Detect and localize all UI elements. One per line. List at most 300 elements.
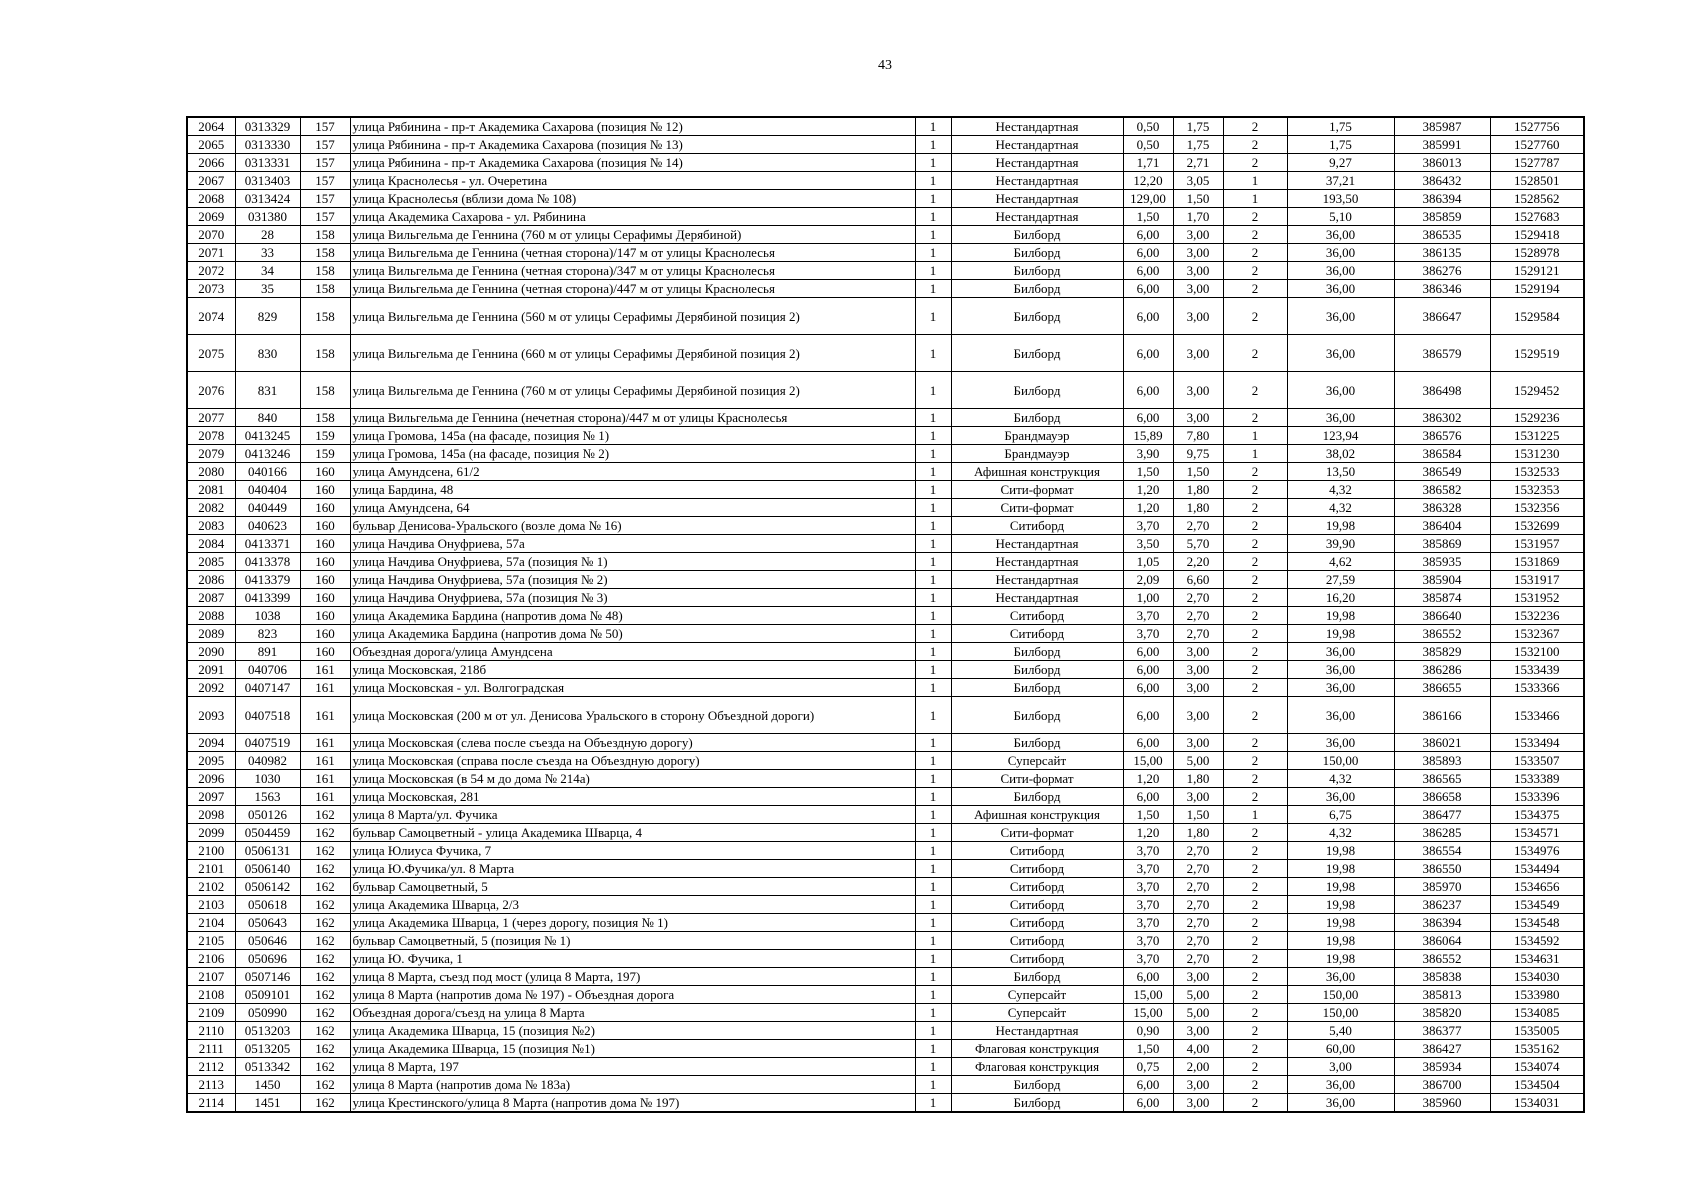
row-number-cell: 2077 (187, 409, 235, 427)
quantity-cell: 1 (915, 860, 951, 878)
registry-number-cell: 0513342 (235, 1058, 300, 1076)
quantity-cell: 1 (915, 914, 951, 932)
row-number-cell: 2086 (187, 571, 235, 589)
registry-number-cell: 840 (235, 409, 300, 427)
area-cell: 36,00 (1287, 788, 1394, 806)
district-code-cell: 157 (300, 136, 350, 154)
width-cell: 6,00 (1123, 280, 1173, 298)
quantity-cell: 1 (915, 806, 951, 824)
coord-x-cell: 386285 (1394, 824, 1490, 842)
coord-y-cell: 1534031 (1490, 1094, 1584, 1113)
address-cell: улица Начдива Онуфриева, 57а (позиция № 2) (350, 571, 915, 589)
height-cell: 1,50 (1173, 190, 1223, 208)
registry-number-cell: 040449 (235, 499, 300, 517)
coord-x-cell: 386237 (1394, 896, 1490, 914)
coord-y-cell: 1532356 (1490, 499, 1584, 517)
row-number-cell: 2091 (187, 661, 235, 679)
registry-number-cell: 040404 (235, 481, 300, 499)
height-cell: 5,00 (1173, 752, 1223, 770)
coord-y-cell: 1534592 (1490, 932, 1584, 950)
height-cell: 5,00 (1173, 1004, 1223, 1022)
height-cell: 3,00 (1173, 226, 1223, 244)
width-cell: 3,70 (1123, 914, 1173, 932)
coord-y-cell: 1533389 (1490, 770, 1584, 788)
sides-cell: 2 (1223, 335, 1287, 372)
height-cell: 5,00 (1173, 986, 1223, 1004)
quantity-cell: 1 (915, 409, 951, 427)
coord-x-cell: 386477 (1394, 806, 1490, 824)
height-cell: 2,70 (1173, 607, 1223, 625)
table-row (187, 372, 1584, 409)
coord-y-cell: 1533396 (1490, 788, 1584, 806)
table-row (187, 445, 1584, 463)
area-cell: 123,94 (1287, 427, 1394, 445)
registry-number-cell: 0407519 (235, 734, 300, 752)
coord-x-cell: 385960 (1394, 1094, 1490, 1113)
district-code-cell: 162 (300, 806, 350, 824)
district-code-cell: 162 (300, 1094, 350, 1113)
area-cell: 19,98 (1287, 932, 1394, 950)
coord-x-cell: 386549 (1394, 463, 1490, 481)
registry-number-cell: 0407147 (235, 679, 300, 697)
height-cell: 4,00 (1173, 1040, 1223, 1058)
width-cell: 3,50 (1123, 535, 1173, 553)
district-code-cell: 161 (300, 752, 350, 770)
coord-y-cell: 1534656 (1490, 878, 1584, 896)
coord-y-cell: 1527760 (1490, 136, 1584, 154)
sides-cell: 2 (1223, 298, 1287, 335)
width-cell: 3,70 (1123, 625, 1173, 643)
row-number-cell: 2087 (187, 589, 235, 607)
area-cell: 1,75 (1287, 136, 1394, 154)
sides-cell: 2 (1223, 986, 1287, 1004)
district-code-cell: 162 (300, 842, 350, 860)
height-cell: 2,70 (1173, 842, 1223, 860)
coord-x-cell: 385893 (1394, 752, 1490, 770)
area-cell: 19,98 (1287, 517, 1394, 535)
coord-x-cell: 386404 (1394, 517, 1490, 535)
registry-number-cell: 0506142 (235, 878, 300, 896)
district-code-cell: 162 (300, 986, 350, 1004)
coord-y-cell: 1534976 (1490, 842, 1584, 860)
coord-y-cell: 1532236 (1490, 607, 1584, 625)
district-code-cell: 161 (300, 661, 350, 679)
width-cell: 1,20 (1123, 824, 1173, 842)
width-cell: 6,00 (1123, 262, 1173, 280)
coord-y-cell: 1532100 (1490, 643, 1584, 661)
width-cell: 1,20 (1123, 770, 1173, 788)
address-cell: улица 8 Марта (напротив дома № 197) - Объездная дорога (350, 986, 915, 1004)
row-number-cell: 2082 (187, 499, 235, 517)
address-cell: улица Академика Бардина (напротив дома № 48) (350, 607, 915, 625)
district-code-cell: 159 (300, 427, 350, 445)
address-cell: улица Ю. Фучика, 1 (350, 950, 915, 968)
coord-y-cell: 1529584 (1490, 298, 1584, 335)
coord-y-cell: 1534571 (1490, 824, 1584, 842)
structure-type-cell: Нестандартная (951, 571, 1123, 589)
district-code-cell: 162 (300, 824, 350, 842)
table-row (187, 298, 1584, 335)
address-cell: улица Академика Бардина (напротив дома № 50) (350, 625, 915, 643)
quantity-cell: 1 (915, 190, 951, 208)
quantity-cell: 1 (915, 878, 951, 896)
table-row (187, 950, 1584, 968)
area-cell: 27,59 (1287, 571, 1394, 589)
coord-x-cell: 385970 (1394, 878, 1490, 896)
address-cell: бульвар Самоцветный, 5 (350, 878, 915, 896)
height-cell: 3,00 (1173, 409, 1223, 427)
quantity-cell: 1 (915, 968, 951, 986)
quantity-cell: 1 (915, 535, 951, 553)
registry-number-cell: 1563 (235, 788, 300, 806)
table-row (187, 752, 1584, 770)
coord-x-cell: 386394 (1394, 914, 1490, 932)
table-row (187, 335, 1584, 372)
row-number-cell: 2073 (187, 280, 235, 298)
quantity-cell: 1 (915, 589, 951, 607)
registry-number-cell: 0313330 (235, 136, 300, 154)
address-cell: Объездная дорога/съезд на улица 8 Марта (350, 1004, 915, 1022)
structure-type-cell: Нестандартная (951, 553, 1123, 571)
registry-number-cell: 0504459 (235, 824, 300, 842)
area-cell: 4,32 (1287, 824, 1394, 842)
width-cell: 1,50 (1123, 463, 1173, 481)
area-cell: 36,00 (1287, 643, 1394, 661)
district-code-cell: 162 (300, 1076, 350, 1094)
sides-cell: 2 (1223, 226, 1287, 244)
district-code-cell: 157 (300, 172, 350, 190)
area-cell: 5,40 (1287, 1022, 1394, 1040)
quantity-cell: 1 (915, 1058, 951, 1076)
address-cell: улица Вильгельма де Геннина (нечетная сторона)/447 м от улицы Краснолесья (350, 409, 915, 427)
coord-x-cell: 386579 (1394, 335, 1490, 372)
height-cell: 7,80 (1173, 427, 1223, 445)
registry-number-cell: 0507146 (235, 968, 300, 986)
coord-x-cell: 386700 (1394, 1076, 1490, 1094)
address-cell: улица Академика Шварца, 2/3 (350, 896, 915, 914)
address-cell: бульвар Денисова-Уральского (возле дома № 16) (350, 517, 915, 535)
quantity-cell: 1 (915, 824, 951, 842)
quantity-cell: 1 (915, 208, 951, 226)
district-code-cell: 162 (300, 896, 350, 914)
district-code-cell: 157 (300, 190, 350, 208)
coord-x-cell: 386535 (1394, 226, 1490, 244)
table-row (187, 154, 1584, 172)
row-number-cell: 2089 (187, 625, 235, 643)
quantity-cell: 1 (915, 1076, 951, 1094)
table-row (187, 625, 1584, 643)
coord-x-cell: 385935 (1394, 553, 1490, 571)
quantity-cell: 1 (915, 117, 951, 136)
width-cell: 6,00 (1123, 643, 1173, 661)
district-code-cell: 162 (300, 1022, 350, 1040)
row-number-cell: 2098 (187, 806, 235, 824)
area-cell: 4,62 (1287, 553, 1394, 571)
height-cell: 3,00 (1173, 661, 1223, 679)
sides-cell: 2 (1223, 1004, 1287, 1022)
width-cell: 12,20 (1123, 172, 1173, 190)
address-cell: улица Ю.Фучика/ул. 8 Марта (350, 860, 915, 878)
row-number-cell: 2107 (187, 968, 235, 986)
sides-cell: 2 (1223, 878, 1287, 896)
coord-x-cell: 386498 (1394, 372, 1490, 409)
coord-y-cell: 1527787 (1490, 154, 1584, 172)
structure-type-cell: Нестандартная (951, 136, 1123, 154)
width-cell: 3,70 (1123, 860, 1173, 878)
registry-number-cell: 831 (235, 372, 300, 409)
structure-type-cell: Билборд (951, 1076, 1123, 1094)
quantity-cell: 1 (915, 136, 951, 154)
structure-type-cell: Флаговая конструкция (951, 1058, 1123, 1076)
registry-number-cell: 0313403 (235, 172, 300, 190)
structure-type-cell: Билборд (951, 679, 1123, 697)
sides-cell: 2 (1223, 136, 1287, 154)
registry-number-cell: 1038 (235, 607, 300, 625)
coord-y-cell: 1532533 (1490, 463, 1584, 481)
registry-number-cell: 040706 (235, 661, 300, 679)
address-cell: бульвар Самоцветный, 5 (позиция № 1) (350, 932, 915, 950)
height-cell: 2,70 (1173, 950, 1223, 968)
sides-cell: 2 (1223, 734, 1287, 752)
width-cell: 3,70 (1123, 842, 1173, 860)
registry-number-cell: 0413379 (235, 571, 300, 589)
height-cell: 3,00 (1173, 372, 1223, 409)
coord-y-cell: 1531957 (1490, 535, 1584, 553)
registry-number-cell: 830 (235, 335, 300, 372)
address-cell: улица Московская (в 54 м до дома № 214а) (350, 770, 915, 788)
area-cell: 60,00 (1287, 1040, 1394, 1058)
district-code-cell: 162 (300, 1004, 350, 1022)
district-code-cell: 161 (300, 679, 350, 697)
area-cell: 19,98 (1287, 878, 1394, 896)
sides-cell: 2 (1223, 661, 1287, 679)
registry-number-cell: 34 (235, 262, 300, 280)
address-cell: улица Вильгельма де Геннина (660 м от улицы Серафимы Дерябиной позиция 2) (350, 335, 915, 372)
structure-type-cell: Ситиборд (951, 625, 1123, 643)
address-cell: улица Краснолесья - ул. Очеретина (350, 172, 915, 190)
registry-number-cell: 050126 (235, 806, 300, 824)
row-number-cell: 2092 (187, 679, 235, 697)
sides-cell: 2 (1223, 372, 1287, 409)
sides-cell: 2 (1223, 968, 1287, 986)
height-cell: 2,70 (1173, 517, 1223, 535)
coord-x-cell: 386552 (1394, 625, 1490, 643)
area-cell: 36,00 (1287, 262, 1394, 280)
address-cell: улица Крестинского/улица 8 Марта (напротив дома № 197) (350, 1094, 915, 1113)
structure-type-cell: Билборд (951, 968, 1123, 986)
structure-type-cell: Билборд (951, 262, 1123, 280)
width-cell: 15,00 (1123, 1004, 1173, 1022)
address-cell: улица Московская, 281 (350, 788, 915, 806)
structure-type-cell: Билборд (951, 661, 1123, 679)
coord-y-cell: 1528562 (1490, 190, 1584, 208)
height-cell: 3,00 (1173, 643, 1223, 661)
area-cell: 36,00 (1287, 679, 1394, 697)
quantity-cell: 1 (915, 679, 951, 697)
address-cell: бульвар Самоцветный - улица Академика Шварца, 4 (350, 824, 915, 842)
coord-y-cell: 1531917 (1490, 571, 1584, 589)
quantity-cell: 1 (915, 463, 951, 481)
width-cell: 6,00 (1123, 734, 1173, 752)
coord-y-cell: 1531225 (1490, 427, 1584, 445)
address-cell: улица Юлиуса Фучика, 7 (350, 842, 915, 860)
width-cell: 6,00 (1123, 661, 1173, 679)
registry-number-cell: 0506140 (235, 860, 300, 878)
width-cell: 6,00 (1123, 298, 1173, 335)
coord-y-cell: 1529452 (1490, 372, 1584, 409)
registry-number-cell: 891 (235, 643, 300, 661)
registry-number-cell: 33 (235, 244, 300, 262)
structure-type-cell: Суперсайт (951, 1004, 1123, 1022)
sides-cell: 1 (1223, 190, 1287, 208)
registry-number-cell: 0513203 (235, 1022, 300, 1040)
coord-x-cell: 386655 (1394, 679, 1490, 697)
structure-type-cell: Брандмауэр (951, 445, 1123, 463)
height-cell: 1,75 (1173, 117, 1223, 136)
table-row (187, 427, 1584, 445)
table-row (187, 244, 1584, 262)
quantity-cell: 1 (915, 752, 951, 770)
sides-cell: 2 (1223, 589, 1287, 607)
district-code-cell: 162 (300, 1058, 350, 1076)
coord-x-cell: 386166 (1394, 697, 1490, 734)
quantity-cell: 1 (915, 932, 951, 950)
sides-cell: 2 (1223, 1094, 1287, 1113)
height-cell: 3,00 (1173, 734, 1223, 752)
structure-type-cell: Ситиборд (951, 842, 1123, 860)
registry-number-cell: 35 (235, 280, 300, 298)
area-cell: 36,00 (1287, 1076, 1394, 1094)
sides-cell: 2 (1223, 1022, 1287, 1040)
structure-type-cell: Ситиборд (951, 914, 1123, 932)
height-cell: 3,00 (1173, 968, 1223, 986)
coord-y-cell: 1534494 (1490, 860, 1584, 878)
area-cell: 37,21 (1287, 172, 1394, 190)
width-cell: 1,71 (1123, 154, 1173, 172)
structure-type-cell: Билборд (951, 280, 1123, 298)
district-code-cell: 162 (300, 950, 350, 968)
address-cell: улица Громова, 145а (на фасаде, позиция № 1) (350, 427, 915, 445)
structure-type-cell: Нестандартная (951, 172, 1123, 190)
district-code-cell: 160 (300, 571, 350, 589)
coord-y-cell: 1533439 (1490, 661, 1584, 679)
row-number-cell: 2113 (187, 1076, 235, 1094)
sides-cell: 2 (1223, 409, 1287, 427)
height-cell: 2,00 (1173, 1058, 1223, 1076)
address-cell: улица Рябинина - пр-т Академика Сахарова (позиция № 12) (350, 117, 915, 136)
width-cell: 6,00 (1123, 372, 1173, 409)
table-row (187, 932, 1584, 950)
address-cell: улица Академика Шварца, 15 (позиция №1) (350, 1040, 915, 1058)
coord-x-cell: 385838 (1394, 968, 1490, 986)
coord-y-cell: 1534030 (1490, 968, 1584, 986)
table-row (187, 842, 1584, 860)
width-cell: 6,00 (1123, 1094, 1173, 1113)
coord-x-cell: 386640 (1394, 607, 1490, 625)
height-cell: 2,70 (1173, 860, 1223, 878)
row-number-cell: 2114 (187, 1094, 235, 1113)
quantity-cell: 1 (915, 1040, 951, 1058)
table-row (187, 262, 1584, 280)
sides-cell: 2 (1223, 860, 1287, 878)
width-cell: 2,09 (1123, 571, 1173, 589)
area-cell: 36,00 (1287, 280, 1394, 298)
area-cell: 4,32 (1287, 770, 1394, 788)
height-cell: 3,00 (1173, 244, 1223, 262)
width-cell: 6,00 (1123, 226, 1173, 244)
sides-cell: 1 (1223, 806, 1287, 824)
table-row (187, 770, 1584, 788)
row-number-cell: 2099 (187, 824, 235, 842)
width-cell: 0,50 (1123, 136, 1173, 154)
structure-type-cell: Билборд (951, 298, 1123, 335)
quantity-cell: 1 (915, 697, 951, 734)
address-cell: улица Громова, 145а (на фасаде, позиция № 2) (350, 445, 915, 463)
height-cell: 2,70 (1173, 878, 1223, 896)
address-cell: улица Вильгельма де Геннина (четная сторона)/147 м от улицы Краснолесья (350, 244, 915, 262)
address-cell: улица Вильгельма де Геннина (760 м от улицы Серафимы Дерябиной позиция 2) (350, 372, 915, 409)
registry-number-cell: 0407518 (235, 697, 300, 734)
quantity-cell: 1 (915, 625, 951, 643)
width-cell: 6,00 (1123, 409, 1173, 427)
sides-cell: 2 (1223, 154, 1287, 172)
height-cell: 2,70 (1173, 625, 1223, 643)
width-cell: 0,90 (1123, 1022, 1173, 1040)
height-cell: 3,00 (1173, 697, 1223, 734)
sides-cell: 2 (1223, 517, 1287, 535)
width-cell: 1,50 (1123, 806, 1173, 824)
width-cell: 3,70 (1123, 517, 1173, 535)
district-code-cell: 162 (300, 860, 350, 878)
registry-number-cell: 031380 (235, 208, 300, 226)
area-cell: 19,98 (1287, 860, 1394, 878)
quantity-cell: 1 (915, 517, 951, 535)
quantity-cell: 1 (915, 607, 951, 625)
address-cell: улица Начдива Онуфриева, 57а (350, 535, 915, 553)
address-cell: улица Вильгельма де Геннина (760 м от улицы Серафимы Дерябиной) (350, 226, 915, 244)
structure-type-cell: Билборд (951, 734, 1123, 752)
quantity-cell: 1 (915, 172, 951, 190)
width-cell: 3,70 (1123, 932, 1173, 950)
row-number-cell: 2110 (187, 1022, 235, 1040)
table-row (187, 1094, 1584, 1113)
quantity-cell: 1 (915, 571, 951, 589)
coord-x-cell: 386427 (1394, 1040, 1490, 1058)
structure-type-cell: Сити-формат (951, 481, 1123, 499)
quantity-cell: 1 (915, 842, 951, 860)
row-number-cell: 2088 (187, 607, 235, 625)
quantity-cell: 1 (915, 734, 951, 752)
height-cell: 9,75 (1173, 445, 1223, 463)
area-cell: 36,00 (1287, 335, 1394, 372)
district-code-cell: 160 (300, 553, 350, 571)
area-cell: 5,10 (1287, 208, 1394, 226)
sides-cell: 2 (1223, 896, 1287, 914)
structure-type-cell: Билборд (951, 226, 1123, 244)
registry-number-cell: 050696 (235, 950, 300, 968)
district-code-cell: 158 (300, 335, 350, 372)
district-code-cell: 161 (300, 788, 350, 806)
sides-cell: 2 (1223, 625, 1287, 643)
registry-number-cell: 050990 (235, 1004, 300, 1022)
width-cell: 6,00 (1123, 697, 1173, 734)
row-number-cell: 2068 (187, 190, 235, 208)
coord-x-cell: 385991 (1394, 136, 1490, 154)
table-row (187, 860, 1584, 878)
table-row (187, 878, 1584, 896)
coord-y-cell: 1529519 (1490, 335, 1584, 372)
table-row (187, 1004, 1584, 1022)
